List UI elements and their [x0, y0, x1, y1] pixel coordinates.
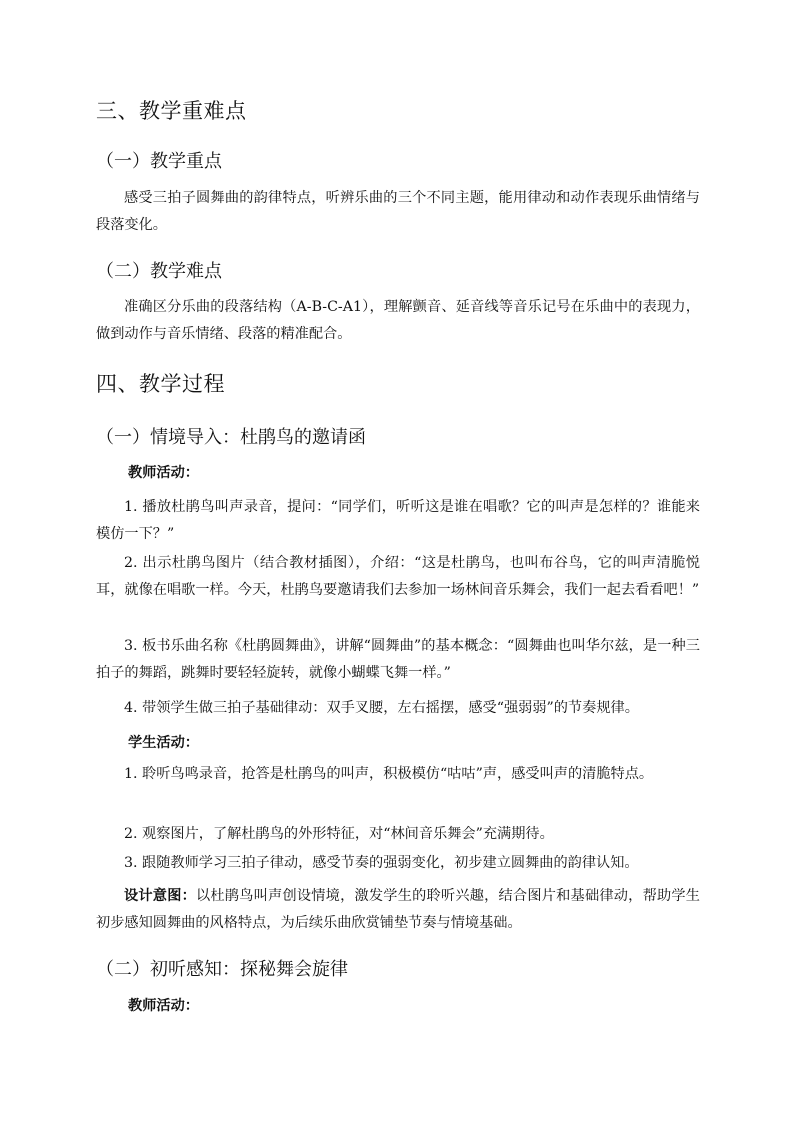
design-intent-paragraph [96, 883, 700, 937]
teacher-item-2: 2. 出示杜鹃鸟图片（结合教材插图），介绍：“这是杜鹃鸟，也叫布谷鸟，它的叫声清脆悦耳，就像在唱歌一样。今天，杜鹃鸟要邀请我们去参加一场林间音乐舞会，我们一起去看看吧！” [96, 555, 700, 598]
subsection-heading-first-listening: （二）初听感知：探秘舞会旋律 [96, 959, 348, 980]
teacher-item-3: 3. 板书乐曲名称《杜鹃圆舞曲》，讲解“圆舞曲”的基本概念：“圆舞曲也叫华尔兹，是一种三拍子的舞蹈，跳舞时要轻轻旋转，就像小蝴蝶飞舞一样。” [96, 638, 700, 681]
subsection-heading-situation-intro: （一）情境导入：杜鹃鸟的邀请函 [96, 427, 366, 448]
subsection-heading-key-points: （一）教学重点 [96, 151, 222, 172]
teacher-activity-label-2: 教师活动： [128, 998, 199, 1014]
difficulties-paragraph: 准确区分乐曲的段落结构（A-B-C-A1），理解颤音、延音线等音乐记号在乐曲中的表现力，做到动作与音乐情绪、段落的精准配合。 [96, 299, 700, 342]
design-intent-label: 设计意图： [124, 888, 197, 904]
student-item-3: 3. 跟随教师学习三拍子律动，感受节奏的强弱变化，初步建立圆舞曲的韵律认知。 [124, 855, 639, 871]
design-intent-text: 以杜鹃鸟叫声创设情境，激发学生的聆听兴趣，结合图片和基础律动，帮助学生初步感知圆舞曲的风格特点，为后续乐曲欣赏铺垫节奏与情境基础。 [96, 888, 700, 931]
student-activity-label: 学生活动： [128, 735, 199, 751]
teacher-activity-label: 教师活动： [128, 465, 199, 481]
teacher-item-4: 4. 带领学生做三拍子基础律动：双手叉腰，左右摇摆，感受“强弱弱”的节奏规律。 [124, 700, 639, 716]
section-heading-4: 四、教学过程 [96, 372, 225, 396]
teacher-item-1: 1. 播放杜鹃鸟叫声录音，提问：“同学们，听听这是谁在唱歌？它的叫声是怎样的？谁能来模仿一下？” [96, 499, 700, 542]
section-heading-3: 三、教学重难点 [96, 99, 247, 123]
student-item-1: 1. 聆听鸟鸣录音，抢答是杜鹃鸟的叫声，积极模仿“咕咕”声，感受叫声的清脆特点。 [124, 766, 654, 782]
student-item-2: 2. 观察图片，了解杜鹃鸟的外形特征，对“林间音乐舞会”充满期待。 [124, 826, 554, 842]
key-points-paragraph: 感受三拍子圆舞曲的韵律特点，听辨乐曲的三个不同主题，能用律动和动作表现乐曲情绪与段落变化。 [96, 190, 700, 233]
subsection-heading-difficulties: （二）教学难点 [96, 261, 222, 282]
